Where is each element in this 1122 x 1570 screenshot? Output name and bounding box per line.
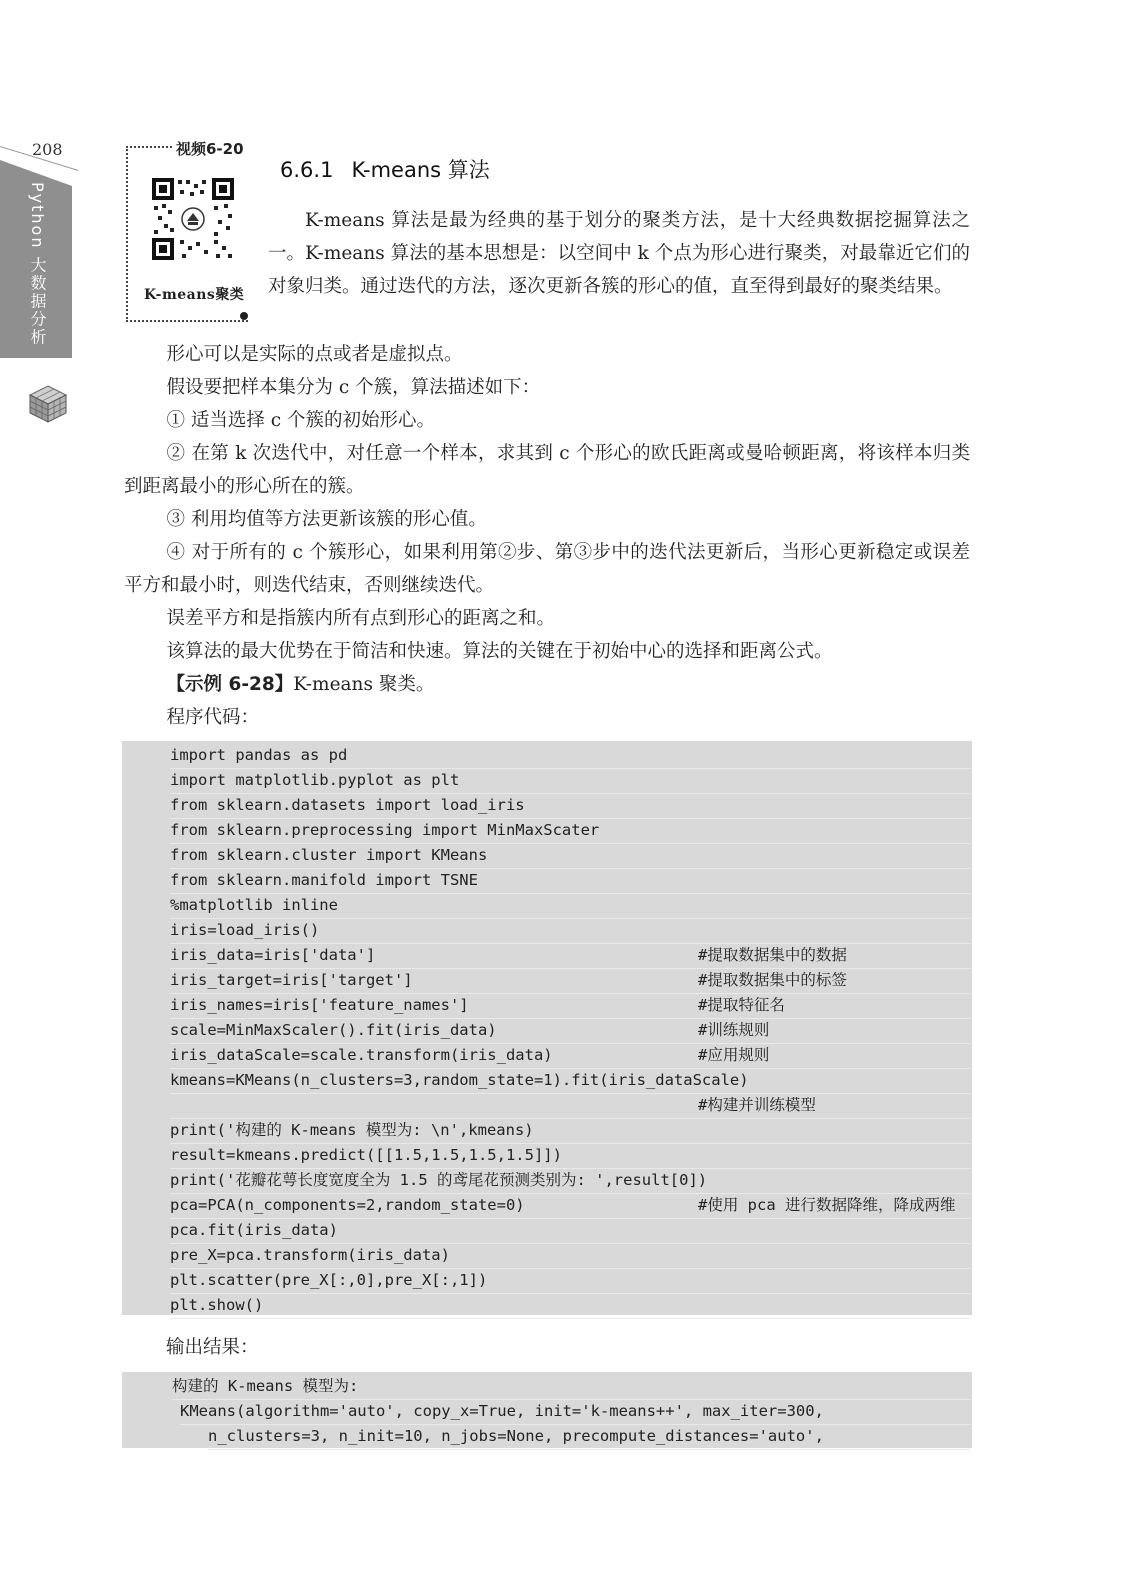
paragraph: ④ 对于所有的 c 个簇形心，如果利用第②步、第③步中的迭代法更新后，当形心更新稳定或误差平方和最小时，则迭代结束，否则继续迭代。: [124, 542, 970, 596]
output-line: KMeans(algorithm='auto', copy_x=True, init='k-means++', max_iter=300,: [180, 1399, 970, 1425]
cube-icon: [26, 384, 70, 428]
code-line: [170, 968, 970, 994]
code-line: [170, 1268, 970, 1294]
code-text: import matplotlib.pyplot as plt: [170, 771, 460, 789]
section-title: K-means 算法: [351, 158, 490, 182]
code-text: result=kmeans.predict([[1.5,1.5,1.5,1.5]]): [170, 1146, 562, 1164]
code-text: iris_data=iris['data']: [170, 946, 376, 964]
code-text: print('花瓣花萼长度宽度全为 1.5 的鸢尾花预测类别为: ',result[0]): [170, 1171, 708, 1189]
video-box-end-dot: [240, 312, 248, 320]
code-line: [170, 1168, 970, 1194]
code-text: iris_names=iris['feature_names']: [170, 996, 469, 1014]
code-line: [170, 1193, 970, 1219]
code-text: %matplotlib inline: [170, 896, 338, 914]
code-comment: #构建并训练模型: [698, 1096, 816, 1114]
output-block: [122, 1372, 972, 1448]
code-label: 程序代码：: [166, 707, 260, 728]
code-text: print('构建的 K-means 模型为: \n',kmeans): [170, 1121, 534, 1139]
paragraph: 误差平方和是指簇内所有点到形心的距离之和。: [166, 608, 556, 629]
code-comment: #训练规则: [698, 1021, 770, 1039]
section-heading: [280, 154, 490, 184]
code-line: [170, 918, 970, 944]
code-line: [170, 1093, 970, 1119]
code-line: [170, 993, 970, 1019]
code-line: [170, 768, 970, 794]
paragraph: ③ 利用均值等方法更新该簇的形心值。: [166, 509, 487, 530]
code-line: [170, 1068, 970, 1094]
code-text: from sklearn.preprocessing import MinMaxScater: [170, 821, 600, 839]
code-comment: #应用规则: [698, 1046, 770, 1064]
code-line: [170, 1243, 970, 1269]
code-text: plt.show(): [170, 1296, 264, 1314]
qr-code-icon[interactable]: [150, 176, 236, 266]
code-text: pca.fit(iris_data): [170, 1221, 338, 1239]
code-text: from sklearn.datasets import load_iris: [170, 796, 525, 814]
intro-paragraph: K-means 算法是最为经典的基于划分的聚类方法，是十大经典数据挖掘算法之一。K-means 算法的基本思想是：以空间中 k 个点为形心进行聚类，对最靠近它们的对象归类。通过迭代的方法，逐次更新各簇的形心的值，直至得到最好的聚类结果。: [268, 210, 970, 297]
code-text: plt.scatter(pre_X[:,0],pre_X[:,1]): [170, 1271, 488, 1289]
code-text: from sklearn.cluster import KMeans: [170, 846, 488, 864]
code-comment: #提取特征名: [698, 996, 785, 1014]
code-text: iris_target=iris['target']: [170, 971, 413, 989]
code-text: iris_dataScale=scale.transform(iris_data): [170, 1046, 553, 1064]
code-line: [170, 1118, 970, 1144]
code-text: import pandas as pd: [170, 746, 348, 764]
code-text: scale=MinMaxScaler().fit(iris_data): [170, 1021, 497, 1039]
section-number: 6.6.1: [280, 158, 334, 182]
code-text: kmeans=KMeans(n_clusters=3,random_state=1).fit(iris_dataScale): [170, 1071, 749, 1089]
paragraph: 该算法的最大优势在于简洁和快速。算法的关键在于初始中心的选择和距离公式。: [166, 641, 833, 662]
example-title: K-means 聚类。: [293, 674, 435, 695]
video-caption: K-means聚类: [144, 287, 245, 303]
code-line: [170, 793, 970, 819]
book-title: Python 大数据分析: [28, 182, 47, 347]
paragraph: 假设要把样本集分为 c 个簇，算法描述如下：: [166, 377, 541, 398]
video-label: 视频6-20: [172, 138, 248, 159]
code-text: from sklearn.manifold import TSNE: [170, 871, 478, 889]
output-line: 构建的 K-means 模型为:: [172, 1374, 970, 1400]
code-line: [170, 1293, 970, 1319]
paragraph: 形心可以是实际的点或者是虚拟点。: [166, 344, 463, 365]
code-comment: #使用 pca 进行数据降维，降成两维: [698, 1196, 956, 1214]
code-text: pca=PCA(n_components=2,random_state=0): [170, 1196, 525, 1214]
code-comment: #提取数据集中的数据: [698, 946, 847, 964]
code-line: [170, 818, 970, 844]
output-line: n_clusters=3, n_init=10, n_jobs=None, precompute_distances='auto',: [208, 1424, 970, 1450]
code-text: iris=load_iris(): [170, 921, 320, 939]
code-line: [170, 843, 970, 869]
code-block: [122, 741, 972, 1315]
code-line: [170, 1218, 970, 1244]
code-line: [170, 1043, 970, 1069]
output-label: 输出结果：: [166, 1337, 259, 1358]
paragraph: ② 在第 k 次迭代中，对任意一个样本，求其到 c 个形心的欧氏距离或曼哈顿距离，将该样本归类到距离最小的形心所在的簇。: [124, 443, 970, 497]
code-comment: #提取数据集中的标签: [698, 971, 847, 989]
code-text: pre_X=pca.transform(iris_data): [170, 1246, 450, 1264]
page-number: 208: [32, 140, 63, 159]
code-line: [170, 893, 970, 919]
code-line: [170, 1143, 970, 1169]
code-line: [170, 943, 970, 969]
paragraph: ① 适当选择 c 个簇的初始形心。: [166, 410, 436, 431]
code-line: [170, 1018, 970, 1044]
example-label: 【示例 6-28】: [166, 674, 294, 695]
code-line: [170, 743, 970, 769]
code-line: [170, 868, 970, 894]
example-heading: [124, 668, 970, 701]
